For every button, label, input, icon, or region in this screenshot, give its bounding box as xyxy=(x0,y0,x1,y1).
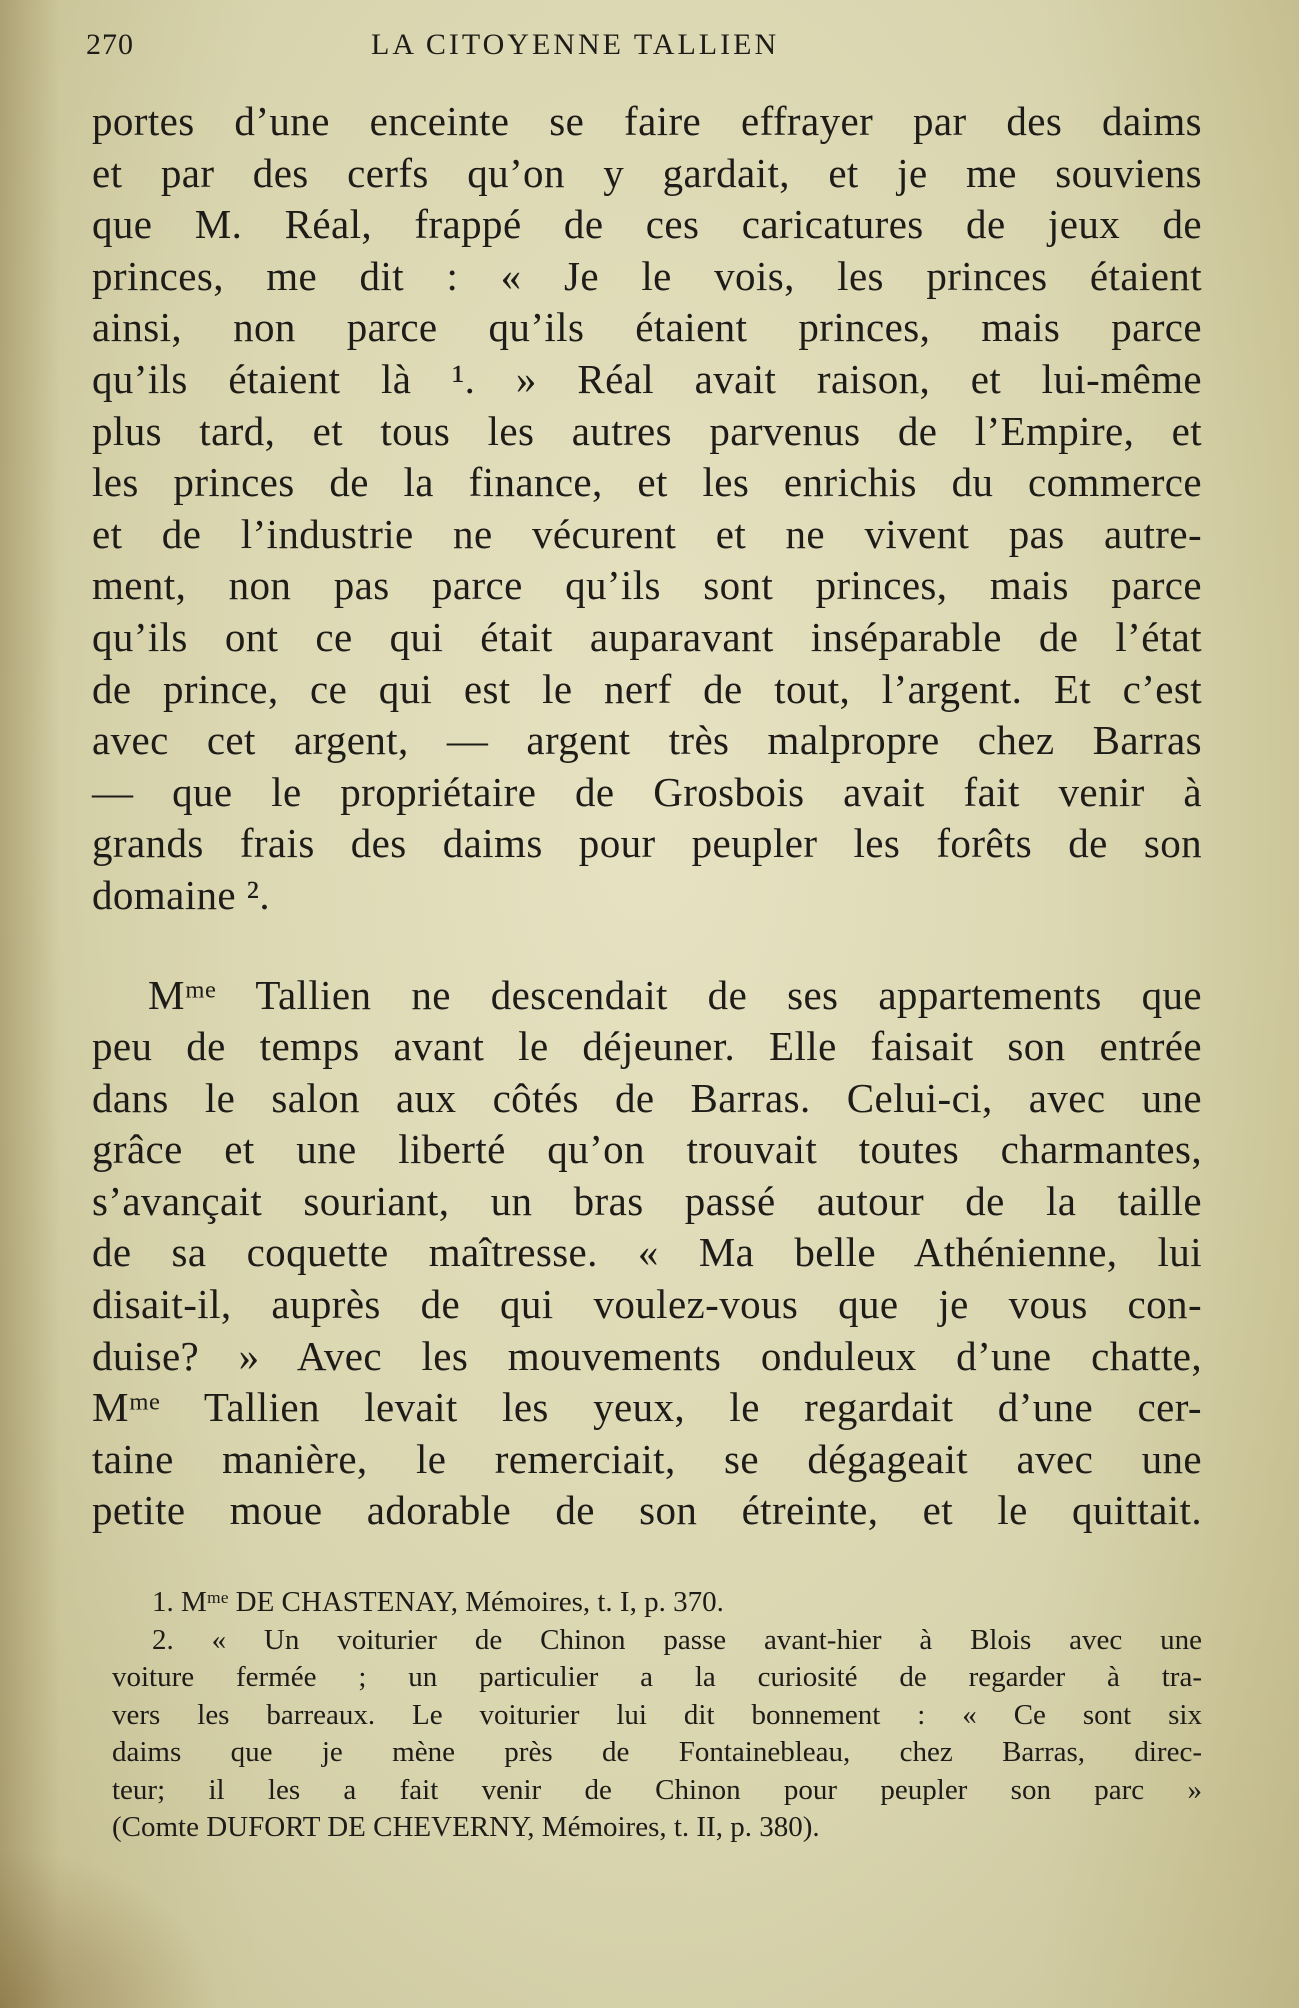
footnote-line: 2. « Un voiturier de Chinon passe avant-hier à Blois avec une xyxy=(152,1623,1202,1656)
footnote-2 xyxy=(112,1622,1202,1847)
text-line: grâce et une liberté qu’on trouvait toutes charmantes, xyxy=(92,1126,1202,1173)
text-line: Mᵐᵉ Tallien levait les yeux, le regardait d’une cer- xyxy=(92,1384,1202,1431)
footnote-line: teur; il les a fait venir de Chinon pour peupler son parc » xyxy=(112,1773,1202,1806)
footnote-line: 1. Mᵐᵉ DE CHASTENAY, Mémoires, t. I, p. 370. xyxy=(152,1586,724,1618)
text-line: grands frais des daims pour peupler les forêts de son xyxy=(92,820,1202,867)
text-line: plus tard, et tous les autres parvenus de l’Empire, et xyxy=(92,407,1202,454)
text-line: ment, non pas parce qu’ils sont princes, mais parce xyxy=(92,562,1202,609)
running-title: LA CITOYENNE TALLIEN xyxy=(371,28,780,61)
footnote-1 xyxy=(112,1584,1202,1622)
text-line: — que le propriétaire de Grosbois avait fait venir à xyxy=(92,768,1202,815)
footnote-line: vers les barreaux. Le voiturier lui dit bonnement : « Ce sont six xyxy=(112,1698,1202,1731)
text-line: qu’ils ont ce qui était auparavant inséparable de l’état xyxy=(92,613,1202,660)
text-line: princes, me dit : « Je le vois, les princes étaient xyxy=(92,252,1202,299)
footnotes xyxy=(112,1584,1202,1847)
footnote-line: (Comte DUFORT DE CHEVERNY, Mémoires, t. II, p. 380). xyxy=(112,1811,820,1843)
body-text xyxy=(92,96,1202,1537)
text-line: qu’ils étaient là ¹. » Réal avait raison, et lui-même xyxy=(92,355,1202,402)
text-line: portes d’une enceinte se faire effrayer par des daims xyxy=(92,98,1202,144)
spine-shadow xyxy=(0,0,60,2008)
footnote-line: voiture fermée ; un particulier a la curiosité de regarder à tra- xyxy=(112,1661,1202,1693)
text-line: de prince, ce qui est le nerf de tout, l’argent. Et c’est xyxy=(92,665,1202,712)
text-line: s’avançait souriant, un bras passé autour de la taille xyxy=(92,1177,1202,1224)
corner-stain xyxy=(0,1848,220,2008)
footnote-line: daims que je mène près de Fontainebleau, chez Barras, direc- xyxy=(112,1736,1202,1768)
text-line: et de l’industrie ne vécurent et ne vivent pas autre- xyxy=(92,510,1202,557)
page-number: 270 xyxy=(86,28,134,61)
text-line: ainsi, non parce qu’ils étaient princes, mais parce xyxy=(92,304,1202,351)
text-line: Mᵐᵉ Tallien ne descendait de ses appartements que xyxy=(148,971,1202,1018)
text-line: avec cet argent, — argent très malpropre chez Barras xyxy=(92,717,1202,764)
text-line: petite moue adorable de son étreinte, et le quittait. xyxy=(92,1487,1202,1534)
paragraph-2 xyxy=(92,970,1202,1538)
paragraph-gap xyxy=(92,922,1202,970)
text-line: duise? » Avec les mouvements onduleux d’une chatte, xyxy=(92,1332,1202,1379)
text-line: peu de temps avant le déjeuner. Elle faisait son entrée xyxy=(92,1023,1202,1070)
page-header xyxy=(86,24,1206,72)
text-line: taine manière, le remerciait, se dégageait avec une xyxy=(92,1435,1202,1482)
text-line: domaine ². xyxy=(92,871,270,918)
text-line: dans le salon aux côtés de Barras. Celui-ci, avec une xyxy=(92,1074,1202,1121)
text-line: les princes de la finance, et les enrichis du commerce xyxy=(92,459,1202,506)
text-line: de sa coquette maîtresse. « Ma belle Athénienne, lui xyxy=(92,1229,1202,1276)
paragraph-1 xyxy=(92,96,1202,922)
text-line: que M. Réal, frappé de ces caricatures de jeux de xyxy=(92,201,1202,248)
text-line: disait-il, auprès de qui voulez-vous que je vous con- xyxy=(92,1281,1202,1328)
text-line: et par des cerfs qu’on y gardait, et je me souviens xyxy=(92,149,1202,196)
